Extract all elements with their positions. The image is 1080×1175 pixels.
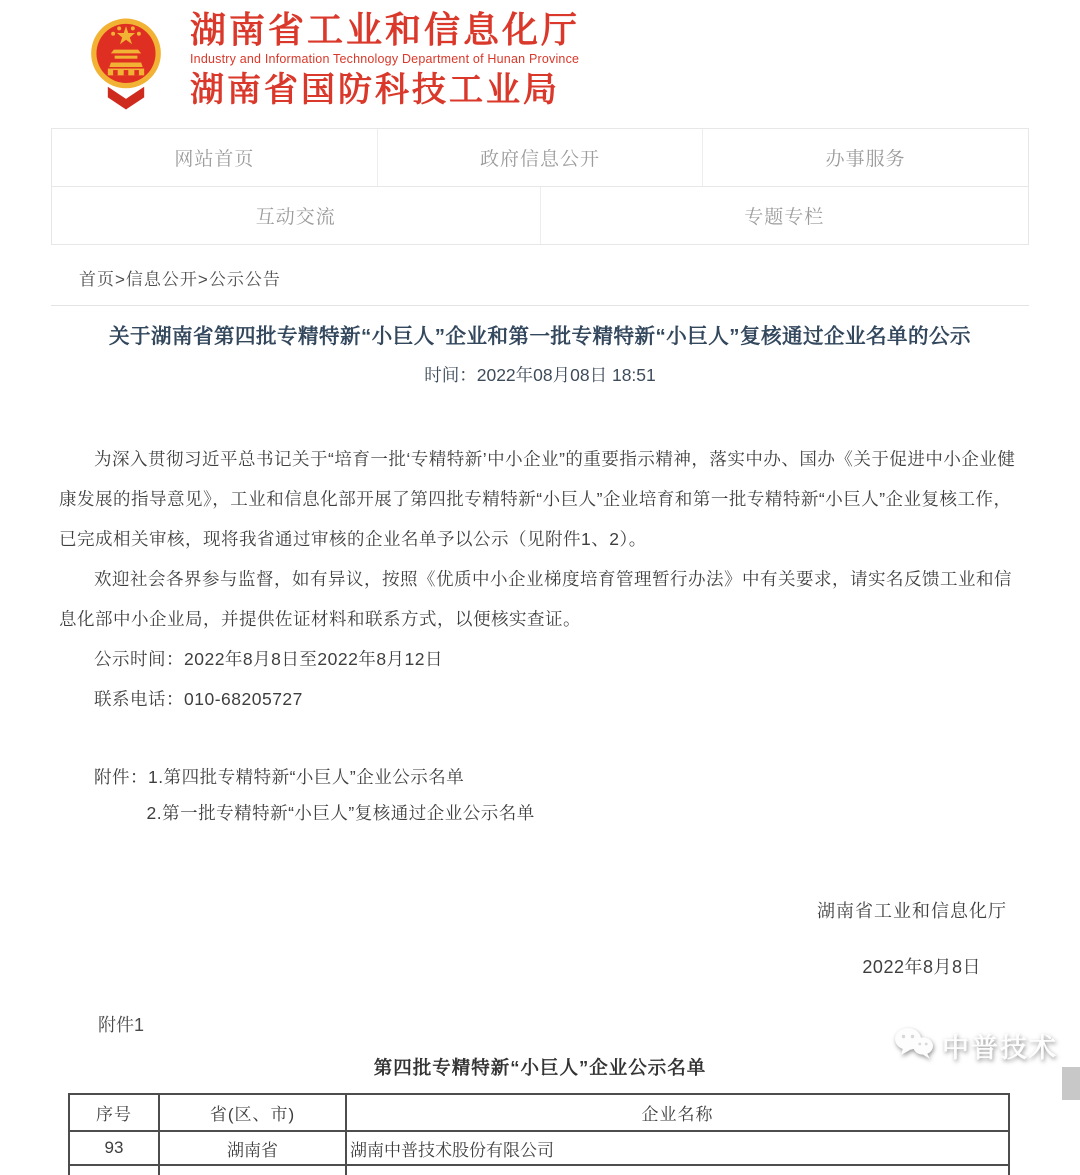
org-name-cn: 湖南省工业和信息化厅 xyxy=(190,9,581,50)
cell-company: 湖南中普技术股份有限公司 xyxy=(346,1131,1009,1165)
signature-block xyxy=(59,891,1021,987)
nav-item-interaction[interactable]: 互动交流 xyxy=(52,187,540,244)
cell-province: 湖南省 xyxy=(159,1131,346,1165)
attachment-link-2[interactable]: 2.第一批专精特新“小巨人”复核通过企业公示名单 xyxy=(146,803,535,823)
article-body xyxy=(59,439,1021,987)
org-name-cn2: 湖南省国防科技工业局 xyxy=(190,70,560,109)
attachment-link-1[interactable]: 1.第四批专精特新“小巨人”企业公示名单 xyxy=(148,767,465,787)
nav-item-topics[interactable]: 专题专栏 xyxy=(540,187,1029,244)
nav-item-gov-info[interactable]: 政府信息公开 xyxy=(377,129,703,186)
company-list-table xyxy=(68,1093,1010,1175)
paragraph-1: 为深入贯彻习近平总书记关于“培育一批‘专精特新’中小企业”的重要指示精神，落实中办、国办《关于促进中小企业健康发展的指导意见》，工业和信息化部开展了第四批专精特新“小巨人”企业培育和第一批专精特新“小巨人”企业复核工作，已完成相关审核，现将我省通过审核的企业名单予以公示（见附件1、2）。 xyxy=(59,449,1016,549)
article-timestamp: 时间：2022年08月08日 18:51 xyxy=(424,365,656,385)
org-title-block xyxy=(190,9,581,109)
contact-phone: 联系电话：010-68205727 xyxy=(94,689,303,709)
annex-label: 附件1 xyxy=(98,1015,145,1035)
nav-row-2 xyxy=(52,186,1028,244)
sign-date: 2022年8月8日 xyxy=(862,957,981,977)
table-row-clipped xyxy=(69,1165,1009,1175)
table-row xyxy=(69,1131,1009,1165)
site-header xyxy=(0,0,1080,122)
paragraph-2: 欢迎社会各界参与监督，如有异议，按照《优质中小企业梯度培育管理暂行办法》中有关要求，请实名反馈工业和信息化部中小企业局，并提供佐证材料和联系方式，以便核实查证。 xyxy=(59,569,1012,629)
signer-name: 湖南省工业和信息化厅 xyxy=(817,901,1007,921)
breadcrumb[interactable]: 首页>信息公开>公示公告 xyxy=(79,270,281,289)
org-name-en: Industry and Information Technology Department of Hunan Province xyxy=(190,52,580,66)
attachments-label: 附件： xyxy=(94,767,148,787)
attachment-line-1 xyxy=(59,759,1021,795)
breadcrumb-bar xyxy=(51,253,1029,306)
nav-item-home[interactable]: 网站首页 xyxy=(52,129,377,186)
attachments-block xyxy=(59,759,1021,831)
col-header-company: 企业名称 xyxy=(346,1094,1009,1131)
cell-seq: 93 xyxy=(69,1131,159,1165)
watermark-text: 中普技术 xyxy=(942,1033,1058,1063)
national-emblem-logo xyxy=(88,14,164,114)
col-header-seq: 序号 xyxy=(69,1094,159,1131)
nav-item-services[interactable]: 办事服务 xyxy=(702,129,1028,186)
publicity-period: 公示时间：2022年8月8日至2022年8月12日 xyxy=(94,649,444,669)
annex-table-title: 第四批专精特新“小巨人”企业公示名单 xyxy=(373,1057,707,1078)
main-nav xyxy=(51,128,1029,245)
scrollbar-thumb[interactable] xyxy=(1062,1067,1080,1100)
table-header-row xyxy=(69,1094,1009,1131)
col-header-province: 省(区、市) xyxy=(159,1094,346,1131)
article-title: 关于湖南省第四批专精特新“小巨人”企业和第一批专精特新“小巨人”复核通过企业名单的公示 xyxy=(109,325,971,348)
nav-row-1 xyxy=(52,129,1028,186)
